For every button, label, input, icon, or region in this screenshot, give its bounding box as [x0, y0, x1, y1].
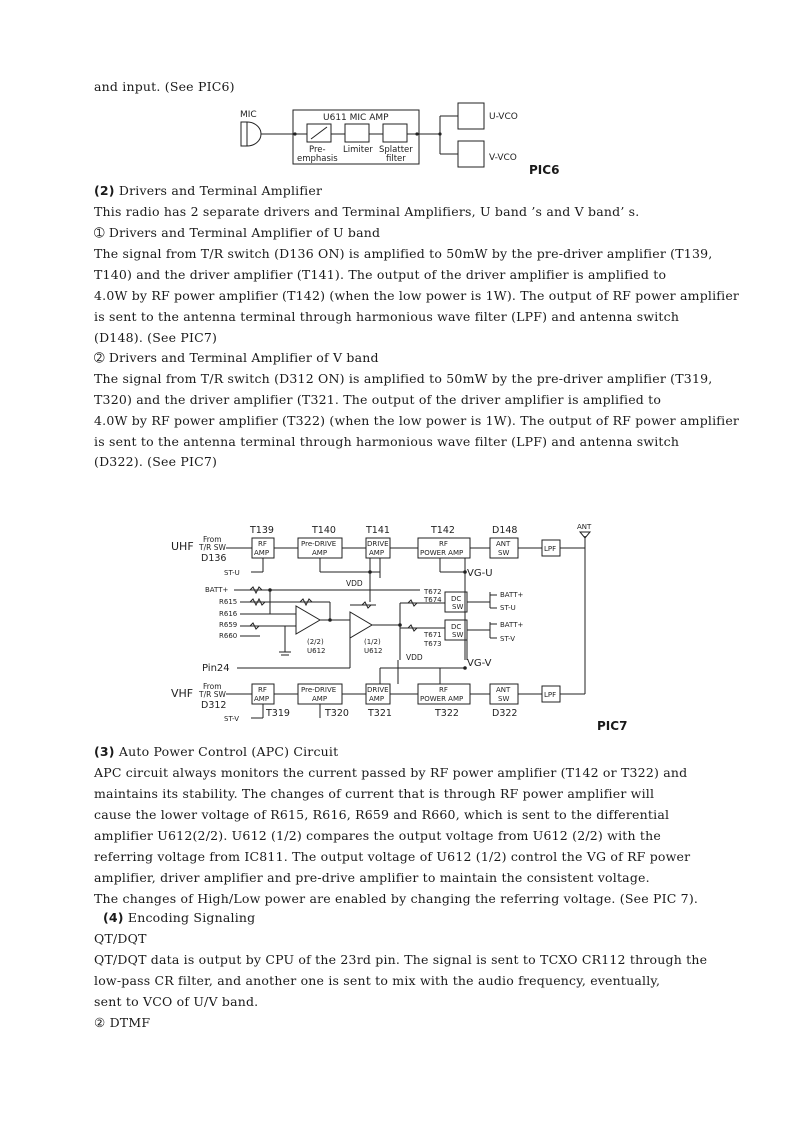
- st-u-label: ST-U: [224, 569, 240, 577]
- dc-u-label: DC: [451, 595, 462, 603]
- pre-emphasis-block: [307, 124, 331, 142]
- uhf-ant-label: ANT: [496, 540, 511, 548]
- d312-label: D312: [201, 700, 227, 711]
- v-vco-block: [458, 141, 484, 167]
- vhf-from-label: From: [203, 682, 222, 691]
- uhf-amp-label: AMP: [254, 549, 270, 557]
- v-band-line: The signal from T/R switch (D312 ON) is amplified to 50mW by the pre-driver amplifier (T319,: [94, 371, 713, 386]
- u-band-line: T140) and the driver amplifier (T141). The output of the driver amplifier is amplified to: [94, 267, 667, 282]
- vhf-power-amp-block: [418, 684, 470, 704]
- t673-label: T673: [424, 640, 442, 648]
- t141-label: T141: [366, 525, 390, 536]
- vg-v-label: VG-V: [467, 658, 492, 669]
- t142-label: T142: [431, 525, 455, 536]
- uhf-lpf-label: LPF: [544, 545, 557, 553]
- t322-label: T322: [435, 708, 459, 719]
- t671-label: T671: [424, 631, 442, 639]
- limiter-label: Limiter: [343, 145, 373, 155]
- mic-amp-title: U611 MIC AMP: [323, 113, 389, 123]
- section3-title: Auto Power Control (APC) Circuit: [114, 744, 339, 759]
- u-band-line: is sent to the antenna terminal through harmonious wave filter (LPF) and antenna switch: [94, 309, 680, 324]
- section3-line: amplifier U612(2/2). U612 (1/2) compares the output voltage from U612 (2/2) with the: [94, 828, 661, 843]
- vhf-label: VHF: [171, 687, 194, 700]
- t321-label: T321: [368, 708, 392, 719]
- vhf-ant-label: ANT: [496, 686, 511, 694]
- pre-label: Pre-: [309, 145, 326, 155]
- section3-line: amplifier, driver amplifier and pre-drive amplifier to maintain the consistent voltage.: [94, 870, 650, 885]
- limiter-block: [345, 124, 369, 142]
- u-band-line: (D148). (See PIC7): [94, 330, 218, 345]
- sw-u-label: SW: [452, 603, 464, 611]
- v-band-line: (D322). (See PIC7): [94, 454, 218, 469]
- uhf-predrive-amp-label: AMP: [312, 549, 328, 557]
- vhf-trsw-label: T/R SW: [199, 690, 226, 699]
- opamp-2-2: [296, 606, 320, 634]
- u-band-line: 4.0W by RF power amplifier (T142) (when the low power is 1W). The output of RF power amplifier: [94, 288, 740, 303]
- u-band-line: The signal from T/R switch (D136 ON) is amplified to 50mW by the pre-driver amplifier (T139,: [94, 246, 713, 261]
- antenna-symbol: [580, 532, 590, 538]
- st-v-right-label: ST-V: [500, 635, 515, 643]
- section4-number: (4): [103, 910, 124, 925]
- mic-head: [247, 122, 261, 146]
- v-band-line: 4.0W by RF power amplifier (T322) (when the low power is 1W). The output of RF power amplifier: [94, 413, 740, 428]
- d322-label: D322: [492, 708, 518, 719]
- antenna-label: ANT: [577, 523, 592, 531]
- vhf-drive-amp-label: AMP: [369, 695, 385, 703]
- mic-body: [241, 122, 247, 146]
- emphasis-label: emphasis: [297, 154, 338, 164]
- batt-u-label: BATT+: [500, 591, 524, 599]
- section3-line: APC circuit always monitors the current passed by RF power amplifier (T142 or T322) and: [94, 765, 688, 780]
- sw-v-label: SW: [452, 631, 464, 639]
- section3-line: maintains its stability. The changes of current that is through RF power amplifier will: [94, 786, 655, 801]
- section2-number: (2): [94, 183, 115, 198]
- uhf-predrive-block: [298, 538, 342, 558]
- d136-label: D136: [201, 553, 227, 564]
- u-vco-block: [458, 103, 484, 129]
- section4-title: Encoding Signaling: [123, 910, 256, 925]
- vhf-lpf-block: [542, 686, 560, 702]
- t139-label: T139: [250, 525, 274, 536]
- vhf-drive-amp-block: [366, 684, 390, 704]
- u-vco-label: U-VCO: [489, 112, 518, 122]
- uhf-poweramp-label: POWER AMP: [420, 549, 464, 557]
- section3-heading: [94, 741, 338, 762]
- dc-sw-v-block: [445, 620, 467, 640]
- section3-line: cause the lower voltage of R615, R616, R659 and R660, which is sent to the differential: [94, 807, 670, 822]
- section3-line: The changes of High/Low power are enabled by changing the referring voltage. (See PIC 7).: [94, 891, 699, 906]
- v-band-heading: ➁ Drivers and Terminal Amplifier of V band: [94, 350, 379, 365]
- filter-label: filter: [386, 154, 406, 164]
- uhf-sw-label: SW: [498, 549, 510, 557]
- uhf-from-label: From: [203, 535, 222, 544]
- st-v-label: ST-V: [224, 715, 239, 723]
- qt-dqt-heading: QT/DQT: [94, 931, 147, 946]
- uhf-lpf-block: [542, 540, 560, 556]
- uhf-rf-label: RF: [258, 540, 267, 548]
- v-band-line: T320) and the driver amplifier (T321. The output of the driver amplifier is amplified to: [94, 392, 662, 407]
- uhf-ant-sw-block: [490, 538, 518, 558]
- section4-line: QT/DQT data is output by CPU of the 23rd pin. The signal is sent to TCXO CR112 through the: [94, 952, 708, 967]
- mic-amp-box: [293, 110, 419, 164]
- t674-label: T674: [424, 596, 442, 604]
- vhf-poweramp-label: POWER AMP: [420, 695, 464, 703]
- d148-label: D148: [492, 525, 518, 536]
- opamp-1-2-label: (1/2): [364, 638, 381, 646]
- pic7-label: PIC7: [597, 719, 628, 733]
- r616-label: R616: [219, 610, 238, 618]
- t319-label: T319: [266, 708, 290, 719]
- vhf-rf-amp-block: [252, 684, 274, 704]
- v-band-line: is sent to the antenna terminal through harmonious wave filter (LPF) and antenna switch: [94, 434, 680, 449]
- section3-line: referring voltage from IC811. The output voltage of U612 (1/2) control the VG of RF power: [94, 849, 691, 864]
- pin24-label: Pin24: [202, 663, 230, 674]
- vhf-rf-label: RF: [258, 686, 267, 694]
- u-band-heading: ➀ Drivers and Terminal Amplifier of U band: [94, 225, 381, 240]
- dtmf-heading: ② DTMF: [94, 1015, 151, 1030]
- dc-v-label: DC: [451, 623, 462, 631]
- section2-intro: This radio has 2 separate drivers and Terminal Amplifiers, U band ’s and V band’ s.: [94, 204, 640, 219]
- section3-number: (3): [94, 744, 115, 759]
- t140-label: T140: [312, 525, 336, 536]
- u612-a-label: U612: [307, 647, 326, 655]
- splatter-label: Splatter: [379, 145, 413, 155]
- t672-label: T672: [424, 588, 442, 596]
- vhf-predrive-amp-label: AMP: [312, 695, 328, 703]
- splatter-filter-block: [383, 124, 407, 142]
- dc-sw-u-block: [445, 592, 467, 612]
- uhf-rf-amp-block: [252, 538, 274, 558]
- vhf-drive-label: DRIVE: [367, 686, 389, 694]
- uhf-drive-label: DRIVE: [367, 540, 389, 548]
- uhf-label: UHF: [171, 540, 194, 553]
- vg-u-label: VG-U: [467, 568, 493, 579]
- intro-line: and input. (See PIC6): [94, 79, 235, 94]
- vhf-amp-label: AMP: [254, 695, 270, 703]
- pic6-label: PIC6: [529, 163, 560, 177]
- vhf-sw-label: SW: [498, 695, 510, 703]
- opamp-2-2-label: (2/2): [307, 638, 324, 646]
- section2-title: Drivers and Terminal Amplifier: [114, 183, 323, 198]
- vhf-power-rf-label: RF: [439, 686, 448, 694]
- r615-label: R615: [219, 598, 238, 606]
- uhf-trsw-label: T/R SW: [199, 543, 226, 552]
- batt-label: BATT+: [205, 586, 229, 594]
- vhf-ant-sw-block: [490, 684, 518, 704]
- vhf-predrive-block: [298, 684, 342, 704]
- uhf-drive-amp-block: [366, 538, 390, 558]
- vhf-lpf-label: LPF: [544, 691, 557, 699]
- u612-b-label: U612: [364, 647, 383, 655]
- r660-label: R660: [219, 632, 238, 640]
- st-u-right-label: ST-U: [500, 604, 516, 612]
- section4-heading: [103, 907, 255, 928]
- uhf-power-rf-label: RF: [439, 540, 448, 548]
- vdd-bottom-label: VDD: [406, 653, 423, 662]
- opamp-1-2: [350, 612, 372, 638]
- vdd-top-label: VDD: [346, 579, 363, 588]
- batt-v-label: BATT+: [500, 621, 524, 629]
- mic-label: MIC: [240, 110, 257, 120]
- section4-line: low-pass CR filter, and another one is sent to mix with the audio frequency, eventually,: [94, 973, 661, 988]
- t320-label: T320: [325, 708, 349, 719]
- section4-line: sent to VCO of U/V band.: [94, 994, 259, 1009]
- section2-heading: [94, 180, 322, 201]
- r659-label: R659: [219, 621, 238, 629]
- uhf-power-amp-block: [418, 538, 470, 558]
- vhf-predrive-label: Pre-DRIVE: [301, 686, 337, 694]
- uhf-predrive-label: Pre-DRIVE: [301, 540, 337, 548]
- uhf-drive-amp-label: AMP: [369, 549, 385, 557]
- v-vco-label: V-VCO: [489, 153, 517, 163]
